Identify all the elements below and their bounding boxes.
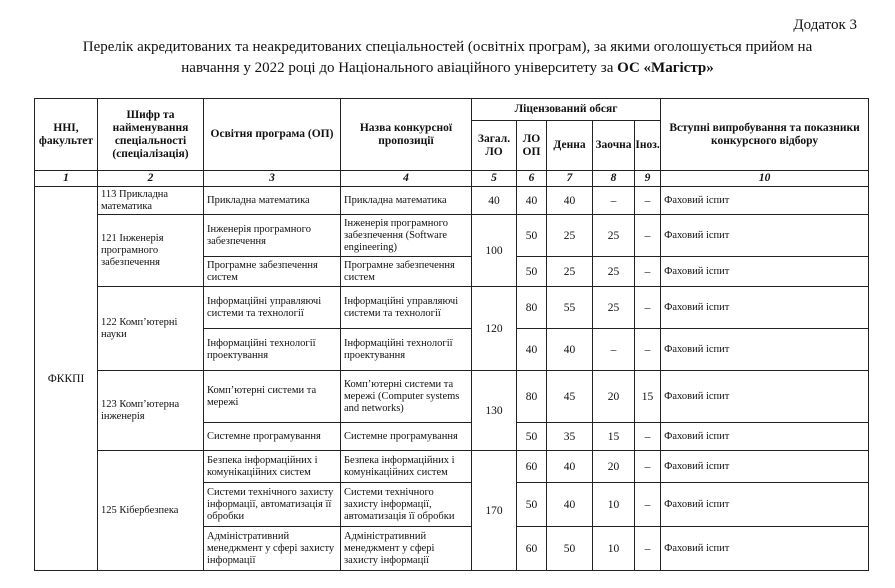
col-offer-header: Назва конкурсної пропозиції: [341, 99, 472, 171]
lo-op-cell: 50: [517, 423, 547, 451]
lo-op-cell: 50: [517, 215, 547, 257]
exam-cell: Фаховий іспит: [661, 483, 869, 527]
col-lo-op-header: ЛО ОП: [517, 121, 547, 171]
day-cell: 55: [547, 287, 593, 329]
day-cell: 40: [547, 483, 593, 527]
specialty-cell: 123 Комп’ютерна інженерія: [98, 371, 204, 451]
program-cell: Інформаційні управляючі системи та технології: [204, 287, 341, 329]
program-cell: Інформаційні технології проектування: [204, 329, 341, 371]
col-number: 6: [517, 171, 547, 187]
offer-cell: Адміністративний менеджмент у сфері захисту інформації: [341, 527, 472, 571]
extramural-cell: 20: [593, 451, 635, 483]
col-licensed-header: Ліцензований обсяг: [472, 99, 661, 121]
total-cell: 100: [472, 215, 517, 287]
title-line-1: Перелік акредитованих та неакредитованих спеціальностей (освітніх програм), за якими оголошується прийом на: [82, 39, 813, 55]
lo-op-cell: 50: [517, 483, 547, 527]
extramural-cell: 15: [593, 423, 635, 451]
col-number: 2: [98, 171, 204, 187]
program-cell: Прикладна математика: [204, 187, 341, 215]
program-cell: Адміністративний менеджмент у сфері захисту інформації: [204, 527, 341, 571]
foreign-cell: 15: [635, 371, 661, 423]
col-faculty-header: ННІ, факультет: [35, 99, 98, 171]
offer-cell: Безпека інформаційних і комунікаційних систем: [341, 451, 472, 483]
foreign-cell: –: [635, 527, 661, 571]
exam-cell: Фаховий іспит: [661, 371, 869, 423]
col-number: 9: [635, 171, 661, 187]
offer-cell: Інженерія програмного забезпечення (Software engineering): [341, 215, 472, 257]
foreign-cell: –: [635, 215, 661, 257]
lo-op-cell: 60: [517, 451, 547, 483]
table-row: [35, 187, 869, 215]
foreign-cell: –: [635, 257, 661, 287]
day-cell: 25: [547, 257, 593, 287]
offer-cell: Комп’ютерні системи та мережі (Computer systems and networks): [341, 371, 472, 423]
programs-table: [34, 98, 869, 571]
exam-cell: Фаховий іспит: [661, 187, 869, 215]
day-cell: 25: [547, 215, 593, 257]
specialty-cell: 125 Кібербезпека: [98, 451, 204, 571]
offer-cell: Системи технічного захисту інформації, автоматизація її обробки: [341, 483, 472, 527]
total-cell: 170: [472, 451, 517, 571]
col-foreign-header: Іноз.: [635, 121, 661, 171]
offer-cell: Системне програмування: [341, 423, 472, 451]
exam-cell: Фаховий іспит: [661, 215, 869, 257]
program-cell: Системи технічного захисту інформації, автоматизація її обробки: [204, 483, 341, 527]
day-cell: 45: [547, 371, 593, 423]
col-number: 8: [593, 171, 635, 187]
exam-cell: Фаховий іспит: [661, 257, 869, 287]
table-row: [35, 451, 869, 483]
appendix-label: Додаток 3: [793, 17, 857, 33]
exam-cell: Фаховий іспит: [661, 451, 869, 483]
extramural-cell: 20: [593, 371, 635, 423]
lo-op-cell: 40: [517, 329, 547, 371]
header-row-1: [35, 99, 869, 121]
foreign-cell: –: [635, 329, 661, 371]
foreign-cell: –: [635, 287, 661, 329]
extramural-cell: –: [593, 329, 635, 371]
program-cell: Інженерія програмного забезпечення: [204, 215, 341, 257]
offer-cell: Інформаційні управляючі системи та технології: [341, 287, 472, 329]
col-day-header: Денна: [547, 121, 593, 171]
degree-level: ОС «Магістр»: [617, 60, 714, 76]
col-number: 5: [472, 171, 517, 187]
total-cell: 130: [472, 371, 517, 451]
program-cell: Програмне забезпечення систем: [204, 257, 341, 287]
lo-op-cell: 50: [517, 257, 547, 287]
exam-cell: Фаховий іспит: [661, 423, 869, 451]
specialty-cell: 122 Комп’ютерні науки: [98, 287, 204, 371]
faculty-cell: ФККПІ: [35, 187, 98, 571]
total-cell: 40: [472, 187, 517, 215]
day-cell: 50: [547, 527, 593, 571]
specialty-cell: 121 Інженерія програмного забезпечення: [98, 215, 204, 287]
col-extramural-header: Заочна: [593, 121, 635, 171]
col-number: 1: [35, 171, 98, 187]
foreign-cell: –: [635, 423, 661, 451]
title-line-2: [0, 58, 895, 79]
lo-op-cell: 80: [517, 371, 547, 423]
col-specialty-header: Шифр та найменування спеціальності (спеціалізація): [98, 99, 204, 171]
document-title: [0, 37, 895, 79]
day-cell: 35: [547, 423, 593, 451]
extramural-cell: 10: [593, 483, 635, 527]
foreign-cell: –: [635, 483, 661, 527]
day-cell: 40: [547, 329, 593, 371]
col-total-header: Загал. ЛО: [472, 121, 517, 171]
program-cell: Комп’ютерні системи та мережі: [204, 371, 341, 423]
day-cell: 40: [547, 187, 593, 215]
col-number: 7: [547, 171, 593, 187]
extramural-cell: –: [593, 187, 635, 215]
col-number: 4: [341, 171, 472, 187]
foreign-cell: –: [635, 451, 661, 483]
offer-cell: Прикладна математика: [341, 187, 472, 215]
lo-op-cell: 60: [517, 527, 547, 571]
lo-op-cell: 80: [517, 287, 547, 329]
offer-cell: Програмне забезпечення систем: [341, 257, 472, 287]
column-numbers-row: [35, 171, 869, 187]
table-row: [35, 215, 869, 257]
extramural-cell: 25: [593, 287, 635, 329]
col-number: 10: [661, 171, 869, 187]
specialty-cell: 113 Прикладна математика: [98, 187, 204, 215]
title-line-2-prefix: навчання у 2022 році до Національного авіаційного університету за: [181, 60, 618, 76]
col-exams-header: Вступні випробування та показники конкурсного відбору: [661, 99, 869, 171]
day-cell: 40: [547, 451, 593, 483]
exam-cell: Фаховий іспит: [661, 527, 869, 571]
program-cell: Безпека інформаційних і комунікаційних систем: [204, 451, 341, 483]
program-cell: Системне програмування: [204, 423, 341, 451]
extramural-cell: 25: [593, 215, 635, 257]
foreign-cell: –: [635, 187, 661, 215]
extramural-cell: 10: [593, 527, 635, 571]
table-row: [35, 371, 869, 423]
col-program-header: Освітня програма (ОП): [204, 99, 341, 171]
offer-cell: Інформаційні технології проектування: [341, 329, 472, 371]
table-row: [35, 287, 869, 329]
lo-op-cell: 40: [517, 187, 547, 215]
exam-cell: Фаховий іспит: [661, 287, 869, 329]
exam-cell: Фаховий іспит: [661, 329, 869, 371]
extramural-cell: 25: [593, 257, 635, 287]
total-cell: 120: [472, 287, 517, 371]
col-number: 3: [204, 171, 341, 187]
